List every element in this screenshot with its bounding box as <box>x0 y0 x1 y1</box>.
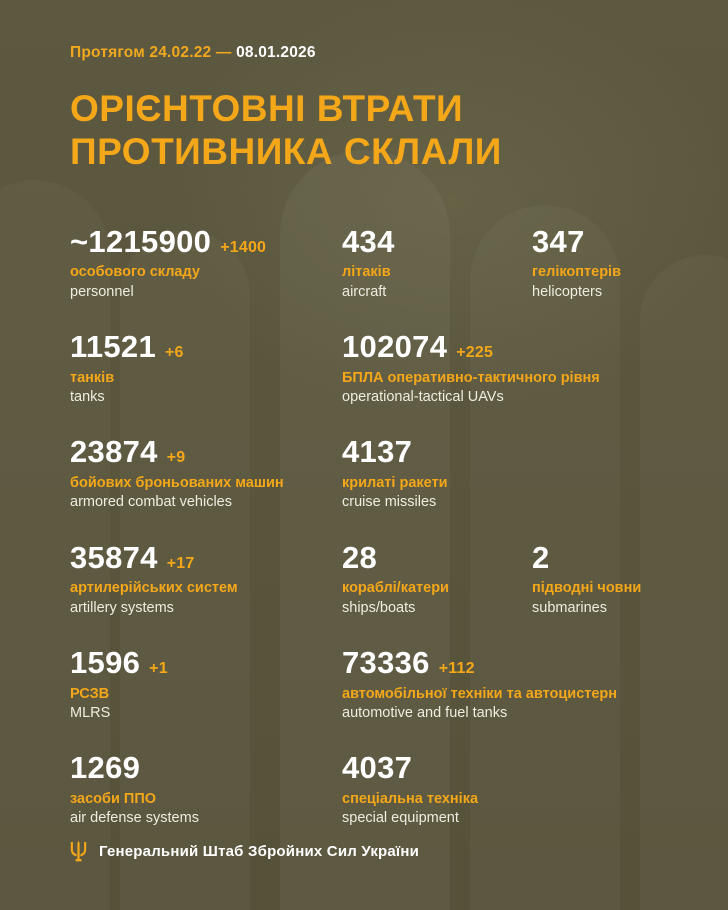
stat-item <box>342 223 532 301</box>
stat-label-ua: танків <box>70 369 115 386</box>
stat-value: 23874 <box>70 434 158 470</box>
stat-label-ua: БПЛА оперативно-тактичного рівня <box>342 369 600 386</box>
stat-label-en: operational-tactical UAVs <box>342 389 504 406</box>
stat-value: 2 <box>532 539 550 575</box>
stat-label-ua: кораблі/катери <box>342 580 449 597</box>
stat-value: 28 <box>342 539 378 575</box>
page-title <box>70 88 666 174</box>
stat-label-en: tanks <box>70 389 105 406</box>
stat-label-ua: підводні човни <box>532 580 642 597</box>
stat-item <box>532 223 666 301</box>
stat-delta: +112 <box>438 660 475 678</box>
stat-value: 102074 <box>342 329 448 365</box>
stat-delta: +1 <box>149 660 168 678</box>
stat-value: 347 <box>532 223 585 259</box>
stat-label-ua: артилерійських систем <box>70 580 238 597</box>
footer-text: Генеральний Штаб Збройних Сил України <box>99 842 420 860</box>
stat-value: 4037 <box>342 750 413 786</box>
stat-delta: +225 <box>456 344 494 362</box>
stat-value: 1596 <box>70 645 141 681</box>
stat-label-ua: особового складу <box>70 264 200 281</box>
stat-label-en: aircraft <box>342 283 387 300</box>
stat-item <box>532 539 666 617</box>
stat-label-en: cruise missiles <box>342 494 437 511</box>
stat-item <box>342 539 532 617</box>
stat-delta: +9 <box>166 449 186 467</box>
stat-label-en: special equipment <box>342 810 459 827</box>
stat-item <box>70 752 342 827</box>
stat-item <box>342 752 666 827</box>
stat-value: 4137 <box>342 434 413 470</box>
stat-value: 434 <box>342 223 395 259</box>
stat-item <box>70 539 342 617</box>
stat-label-en: helicopters <box>532 283 603 300</box>
date-range <box>70 44 666 62</box>
stat-item <box>70 647 342 722</box>
stat-label-ua: РСЗВ <box>70 685 110 702</box>
stat-item <box>70 223 342 301</box>
period-prefix: Протягом 24.02.22 <box>70 44 212 61</box>
stat-label-en: armored combat vehicles <box>70 494 232 511</box>
stat-label-en: ships/boats <box>342 599 416 616</box>
stat-label-ua: автомобільної техніки та автоцистерн <box>342 685 618 702</box>
stat-label-en: personnel <box>70 283 134 300</box>
stat-item <box>70 331 342 406</box>
stat-value: 35874 <box>70 539 158 575</box>
stat-delta: +1400 <box>220 238 267 256</box>
stat-label-ua: літаків <box>342 264 391 281</box>
stat-item <box>342 436 666 511</box>
stat-delta: +6 <box>165 344 184 362</box>
trident-icon <box>70 840 87 862</box>
stats-grid <box>70 223 666 828</box>
stat-delta: +17 <box>166 554 195 572</box>
stat-label-ua: бойових броньованих машин <box>70 475 284 492</box>
date-dash: — <box>215 44 232 61</box>
stat-label-en: automotive and fuel tanks <box>342 705 508 722</box>
footer <box>70 840 419 862</box>
stat-value: ~1215900 <box>70 223 212 259</box>
stat-label-en: submarines <box>532 599 607 616</box>
stat-label-en: MLRS <box>70 705 111 722</box>
stat-label-ua: спеціальна техніка <box>342 791 479 807</box>
stat-item <box>70 436 342 511</box>
stat-value: 1269 <box>70 750 141 786</box>
title-line-1: ОРІЄНТОВНІ ВТРАТИ <box>70 88 464 129</box>
stat-item <box>342 647 666 722</box>
stat-value: 73336 <box>342 645 430 681</box>
stat-label-en: air defense systems <box>70 810 199 827</box>
end-date: 08.01.2026 <box>236 44 316 61</box>
title-line-2: ПРОТИВНИКА СКЛАЛИ <box>70 130 502 172</box>
stat-label-ua: крилаті ракети <box>342 475 448 492</box>
stat-item <box>342 331 666 406</box>
stat-label-en: artillery systems <box>70 599 174 616</box>
stat-label-ua: засоби ППО <box>70 791 157 807</box>
stat-value: 11521 <box>70 329 156 365</box>
stat-label-ua: гелікоптерів <box>532 264 621 281</box>
